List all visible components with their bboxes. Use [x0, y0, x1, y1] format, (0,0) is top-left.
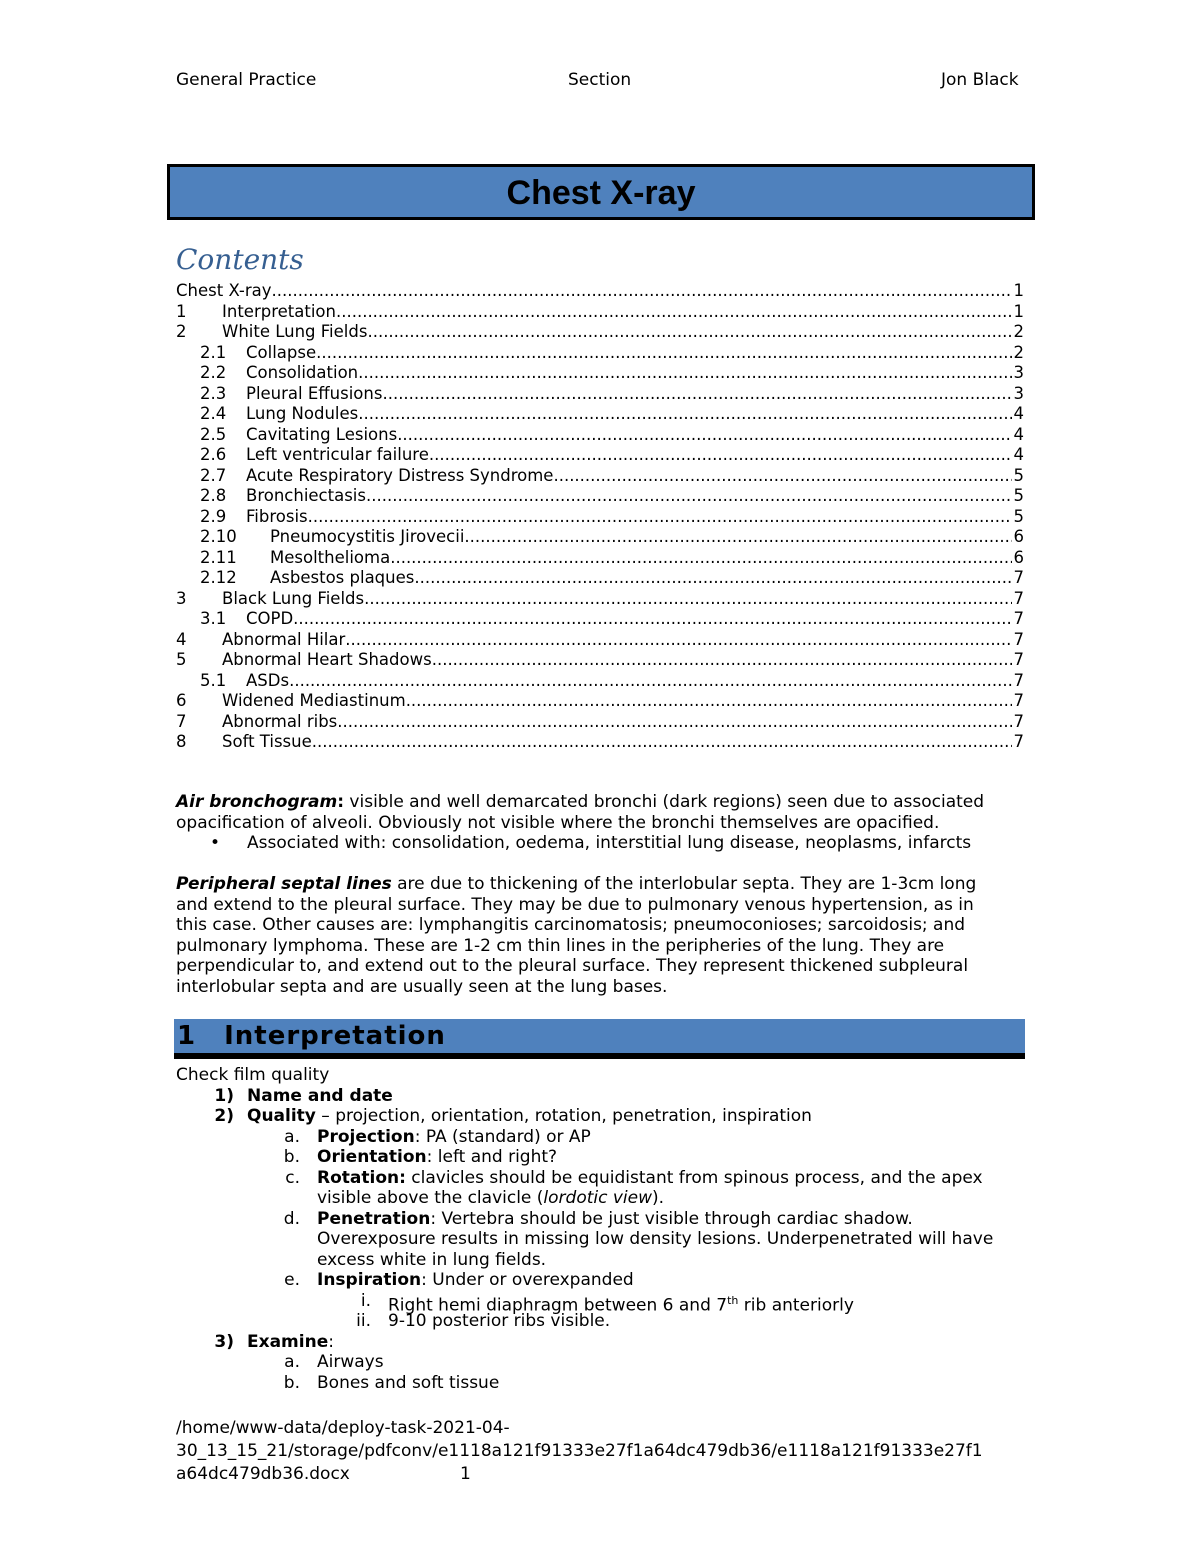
toc-entry-label: Collapse — [246, 342, 317, 362]
list-item-continuation — [176, 1188, 1026, 1209]
toc-entry[interactable] — [176, 732, 1024, 753]
toc-leader-dots — [316, 343, 1011, 362]
toc-entry-number: 2.12 — [200, 568, 237, 587]
toc-entry-label: White Lung Fields — [222, 322, 368, 341]
toc-entry[interactable] — [176, 384, 1024, 405]
toc-leader-dots — [406, 691, 1012, 710]
septal-line: interlobular septa and are usually seen at the lung bases. — [176, 976, 668, 997]
list-marker: b. — [283, 1147, 300, 1167]
item-text: – projection, orientation, rotation, penetration, inspiration — [315, 1106, 812, 1126]
toc-entry-number: 5 — [176, 650, 187, 669]
toc-entry[interactable] — [176, 281, 1024, 302]
toc-entry-number: 1 — [176, 301, 187, 321]
list-marker: a. — [284, 1352, 300, 1372]
toc-leader-dots — [358, 363, 1011, 382]
item-text: clavicles should be equidistant from spinous process, and the apex — [405, 1167, 983, 1188]
air-bronchogram-term: Air bronchogram — [176, 792, 338, 812]
toc-entry-label: Soft Tissue — [222, 732, 312, 751]
toc-entry[interactable] — [176, 589, 1024, 610]
document-title: Chest X-ray — [506, 174, 696, 212]
toc-leader-dots — [432, 650, 1012, 669]
toc-entry[interactable] — [176, 486, 1024, 507]
header-left: General Practice — [176, 70, 317, 90]
toc-entry-label: Asbestos plaques — [270, 568, 415, 587]
toc-entry-label: Abnormal Heart Shadows — [222, 650, 432, 669]
toc-entry-page: 4 — [1013, 424, 1024, 444]
septal-line: are due to thickening of the interlobular septa. They are 1-3cm long — [391, 874, 977, 894]
toc-entry-label: Fibrosis — [246, 506, 308, 526]
item-text: 9-10 posterior ribs visible. — [388, 1311, 611, 1331]
list-item — [176, 1147, 1026, 1168]
toc-leader-dots — [336, 302, 1012, 321]
list-item — [176, 1332, 1026, 1353]
toc-entry-label: Pneumocystitis Jirovecii — [270, 527, 465, 546]
toc-leader-dots — [464, 527, 1011, 546]
septal-line: perpendicular to, and extend out to the pleural surface. They represent thickened subpleural — [176, 956, 969, 976]
toc-leader-dots — [364, 589, 1011, 608]
list-item — [176, 1311, 1026, 1332]
toc-entry-page: 7 — [1013, 732, 1024, 751]
toc-entry[interactable] — [176, 671, 1024, 692]
toc-entry-page: 1 — [1013, 301, 1024, 321]
toc-entry-page: 7 — [1013, 588, 1024, 608]
list-item — [176, 1352, 1026, 1373]
toc-entry-number: 2.1 — [200, 342, 227, 362]
toc-entry-number: 8 — [176, 732, 187, 751]
toc-entry[interactable] — [176, 343, 1024, 364]
toc-entry[interactable] — [176, 302, 1024, 323]
toc-entry-page: 1 — [1013, 281, 1024, 300]
toc-entry-number: 4 — [176, 629, 187, 649]
toc-entry[interactable] — [176, 322, 1024, 343]
toc-entry[interactable] — [176, 404, 1024, 425]
item-text: Airways — [317, 1352, 384, 1372]
item-text: rib anteriorly — [738, 1295, 854, 1316]
item-bold: Examine — [247, 1331, 329, 1352]
item-italic: lordotic view — [543, 1188, 653, 1208]
toc-entry[interactable] — [176, 548, 1024, 569]
toc-entry-label: Cavitating Lesions — [246, 424, 398, 444]
header-center: Section — [568, 70, 632, 90]
toc-leader-dots — [312, 732, 1012, 751]
air-bronchogram-paragraph — [176, 792, 1026, 833]
toc-entry-number: 2.5 — [200, 424, 227, 444]
toc-entry-page: 7 — [1013, 609, 1024, 628]
toc-entry[interactable] — [176, 466, 1024, 487]
toc-entry-page: 6 — [1013, 527, 1024, 546]
page-number: 1 — [460, 1464, 471, 1484]
list-item — [176, 1373, 1026, 1394]
contents-heading: Contents — [176, 243, 304, 276]
toc-entry[interactable] — [176, 609, 1024, 630]
toc-leader-dots — [293, 609, 1011, 628]
section-number: 1 — [177, 1021, 197, 1051]
air-bronchogram-colon: : — [337, 792, 345, 812]
toc-leader-dots — [382, 384, 1011, 403]
list-marker: a. — [284, 1126, 300, 1147]
toc-entry-label: Bronchiectasis — [246, 486, 366, 505]
toc-entry-page: 2 — [1013, 322, 1024, 341]
list-marker: i. — [360, 1290, 371, 1311]
footer-path-line: 30_13_15_21/storage/pdfconv/e1118a121f91333e27f1a64dc479db36/e1118a121f91333e27f1 — [176, 1441, 983, 1461]
toc-entry-page: 5 — [1013, 506, 1024, 526]
toc-leader-dots — [390, 548, 1011, 567]
toc-entry-number: 6 — [176, 691, 187, 710]
septal-line: this case. Other causes are: lymphangitis carcinomatosis; pneumoconioses; sarcoidosis; and — [176, 915, 966, 935]
title-banner — [167, 164, 1035, 220]
item-text: Bones and soft tissue — [317, 1372, 500, 1393]
item-text: visible above the clavicle ( — [317, 1188, 544, 1208]
toc-entry[interactable] — [176, 363, 1024, 384]
list-marker: 3) — [214, 1331, 234, 1352]
toc-entry[interactable] — [176, 712, 1024, 733]
bullet-text: Associated with: consolidation, oedema, interstitial lung disease, neoplasms, infarcts — [247, 833, 972, 853]
toc-entry-page: 4 — [1013, 404, 1024, 423]
toc-entry[interactable] — [176, 425, 1024, 446]
item-text: : — [328, 1331, 334, 1352]
toc-entry-number: 7 — [176, 711, 187, 731]
bullet-icon: • — [210, 833, 221, 853]
toc-entry-page: 7 — [1013, 650, 1024, 669]
toc-leader-dots — [367, 322, 1011, 341]
toc-entry-number: 2.10 — [200, 527, 237, 546]
toc-entry-number: 2.11 — [200, 547, 237, 567]
toc-entry[interactable] — [176, 568, 1024, 589]
list-item — [176, 1168, 1026, 1189]
toc-entry[interactable] — [176, 445, 1024, 466]
list-item — [176, 1065, 1026, 1086]
list-item-continuation — [176, 1250, 1026, 1271]
toc-entry-label: Chest X-ray — [176, 281, 272, 300]
item-text: : PA (standard) or AP — [414, 1126, 591, 1147]
septal-term: Peripheral septal lines — [176, 874, 392, 894]
toc-entry[interactable] — [176, 527, 1024, 548]
toc-entry-label: Mesolthelioma — [270, 547, 391, 567]
toc-leader-dots — [429, 445, 1012, 464]
item-text: ). — [652, 1188, 665, 1208]
toc-leader-dots — [414, 568, 1011, 587]
list-item-continuation — [176, 1229, 1026, 1250]
toc-entry-number: 2 — [176, 322, 187, 341]
footer-path-line: /home/www-data/deploy-task-2021-04- — [176, 1418, 510, 1438]
toc-entry-page: 6 — [1013, 547, 1024, 567]
toc-leader-dots — [553, 466, 1011, 485]
toc-entry-label: Interpretation — [222, 301, 336, 321]
toc-entry-label: Abnormal Hilar — [222, 629, 346, 649]
section-title: Interpretation — [224, 1021, 446, 1051]
toc-entry[interactable] — [176, 650, 1024, 671]
toc-entry-page: 3 — [1013, 363, 1024, 382]
toc-entry-label: Abnormal ribs — [222, 711, 338, 731]
toc-leader-dots — [358, 404, 1011, 423]
toc-leader-dots — [308, 507, 1012, 526]
toc-leader-dots — [366, 486, 1012, 505]
toc-entry-page: 4 — [1013, 445, 1024, 464]
list-marker: d. — [283, 1208, 300, 1229]
septal-line: pulmonary lymphoma. These are 1-2 cm thin lines in the peripheries of the lung. They are — [176, 935, 945, 956]
header-right: Jon Black — [941, 70, 1019, 90]
list-item — [176, 1106, 1026, 1127]
section-heading-bar — [174, 1019, 1025, 1059]
toc-entry-label: Pleural Effusions — [246, 383, 383, 403]
table-of-contents — [176, 281, 1024, 753]
item-bold: Name and date — [247, 1085, 393, 1106]
item-text: Overexposure results in missing low density lesions. Underpenetrated will have — [317, 1229, 994, 1249]
list-marker: e. — [284, 1270, 300, 1290]
toc-leader-dots — [397, 425, 1011, 444]
footer — [176, 1417, 983, 1486]
item-bold: Orientation — [317, 1147, 427, 1167]
toc-entry-number: 2.9 — [200, 506, 227, 526]
toc-entry-page: 5 — [1013, 486, 1024, 505]
toc-entry-label: Consolidation — [246, 363, 359, 382]
intro-text: Check film quality — [176, 1065, 330, 1085]
toc-entry[interactable] — [176, 691, 1024, 712]
toc-leader-dots — [337, 712, 1011, 731]
toc-entry-number: 2.7 — [200, 465, 227, 485]
item-text: Right hemi diaphragm between 6 and 7 — [388, 1295, 728, 1316]
air-bronchogram-text1: visible and well demarcated bronchi (dark regions) seen due to associated — [344, 792, 985, 812]
toc-entry-label: Lung Nodules — [246, 404, 359, 423]
toc-leader-dots — [345, 630, 1011, 649]
toc-entry-page: 7 — [1013, 670, 1024, 690]
toc-entry-number: 2.6 — [200, 445, 227, 464]
toc-entry-number: 2.2 — [200, 363, 227, 382]
air-bronchogram-text2: opacification of alveoli. Obviously not visible where the bronchi themselves are opacified. — [176, 812, 940, 833]
toc-entry-page: 3 — [1013, 383, 1024, 403]
footer-path-line: a64dc479db36.docx — [176, 1464, 350, 1484]
item-bold: Inspiration — [317, 1270, 422, 1290]
item-bold: Quality — [247, 1106, 316, 1126]
list-item — [176, 1127, 1026, 1148]
toc-entry-page: 5 — [1013, 465, 1024, 485]
toc-entry-label: COPD — [246, 609, 294, 628]
item-bold: Penetration — [317, 1208, 431, 1229]
list-marker: ii. — [356, 1311, 371, 1331]
toc-entry-page: 7 — [1013, 711, 1024, 731]
list-item — [176, 1209, 1026, 1230]
list-marker: 1) — [214, 1085, 234, 1106]
toc-entry-label: Acute Respiratory Distress Syndrome — [246, 465, 554, 485]
interpretation-list — [176, 1065, 1026, 1393]
list-item — [176, 1270, 1026, 1291]
item-text: excess white in lung fields. — [317, 1249, 547, 1270]
toc-entry-number: 3.1 — [200, 609, 227, 628]
list-marker: b. — [283, 1372, 300, 1393]
septal-lines-paragraph — [176, 874, 1026, 997]
toc-entry-page: 7 — [1013, 568, 1024, 587]
item-bold: Projection — [317, 1126, 415, 1147]
toc-entry[interactable] — [176, 507, 1024, 528]
toc-entry-page: 7 — [1013, 691, 1024, 710]
toc-entry-page: 7 — [1013, 629, 1024, 649]
toc-entry-number: 3 — [176, 588, 187, 608]
superscript: th — [727, 1293, 739, 1307]
list-marker: 2) — [214, 1106, 234, 1126]
item-text: : left and right? — [426, 1147, 558, 1167]
toc-entry[interactable] — [176, 630, 1024, 651]
toc-entry-number: 2.8 — [200, 486, 227, 505]
septal-line: and extend to the pleural surface. They may be due to pulmonary venous hypertension, as in — [176, 894, 974, 915]
toc-entry-page: 2 — [1013, 342, 1024, 362]
item-text: : Vertebra should be just visible through cardiac shadow. — [430, 1208, 913, 1229]
toc-entry-label: Widened Mediastinum — [222, 691, 406, 710]
list-item — [176, 1290, 1026, 1316]
toc-entry-number: 2.3 — [200, 383, 227, 403]
list-marker: c. — [285, 1167, 300, 1188]
toc-entry-label: ASDs — [246, 670, 290, 690]
toc-entry-label: Black Lung Fields — [222, 588, 365, 608]
toc-leader-dots — [272, 281, 1012, 300]
item-bold: Rotation: — [317, 1167, 406, 1188]
item-text: : Under or overexpanded — [421, 1270, 634, 1290]
toc-leader-dots — [289, 671, 1011, 690]
toc-entry-label: Left ventricular failure — [246, 445, 429, 464]
toc-entry-number: 2.4 — [200, 404, 227, 423]
toc-entry-number: 5.1 — [200, 670, 227, 690]
list-item — [176, 1086, 1026, 1107]
